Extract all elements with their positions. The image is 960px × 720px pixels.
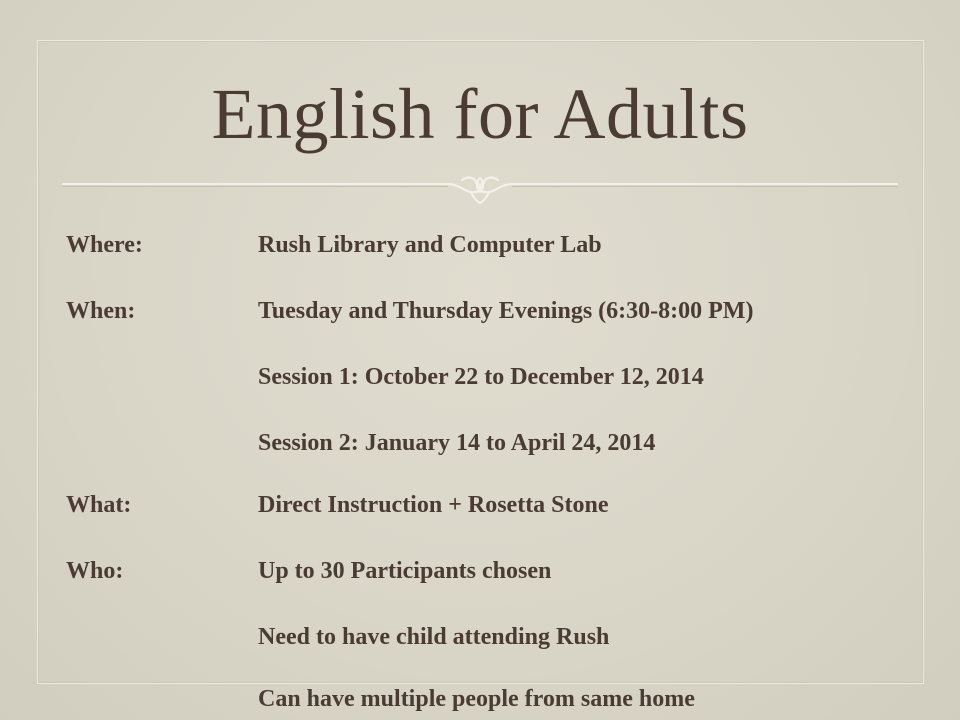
row-value: Need to have child attending Rush (258, 624, 610, 650)
info-row-where (66, 229, 946, 261)
info-row-requirement (66, 621, 946, 653)
row-label: What: (66, 492, 132, 518)
info-row-household (66, 683, 946, 715)
info-row-who (66, 555, 946, 587)
row-value: Session 1: October 22 to December 12, 2014 (258, 364, 704, 390)
info-row-session-2 (66, 427, 946, 459)
info-row-what (66, 489, 946, 521)
row-label: Who: (66, 558, 124, 584)
slide-title: English for Adults (211, 74, 749, 154)
row-value: Tuesday and Thursday Evenings (6:30-8:00 PM) (258, 298, 754, 324)
row-value: Rush Library and Computer Lab (258, 232, 602, 258)
row-label: Where: (66, 232, 143, 258)
row-label: When: (66, 298, 136, 324)
info-row-session-1 (66, 361, 946, 393)
info-row-when (66, 295, 946, 327)
row-value: Session 2: January 14 to April 24, 2014 (258, 430, 656, 456)
row-value: Up to 30 Participants chosen (258, 558, 552, 584)
row-value: Direct Instruction + Rosetta Stone (258, 492, 609, 518)
row-value: Can have multiple people from same home (258, 686, 695, 712)
